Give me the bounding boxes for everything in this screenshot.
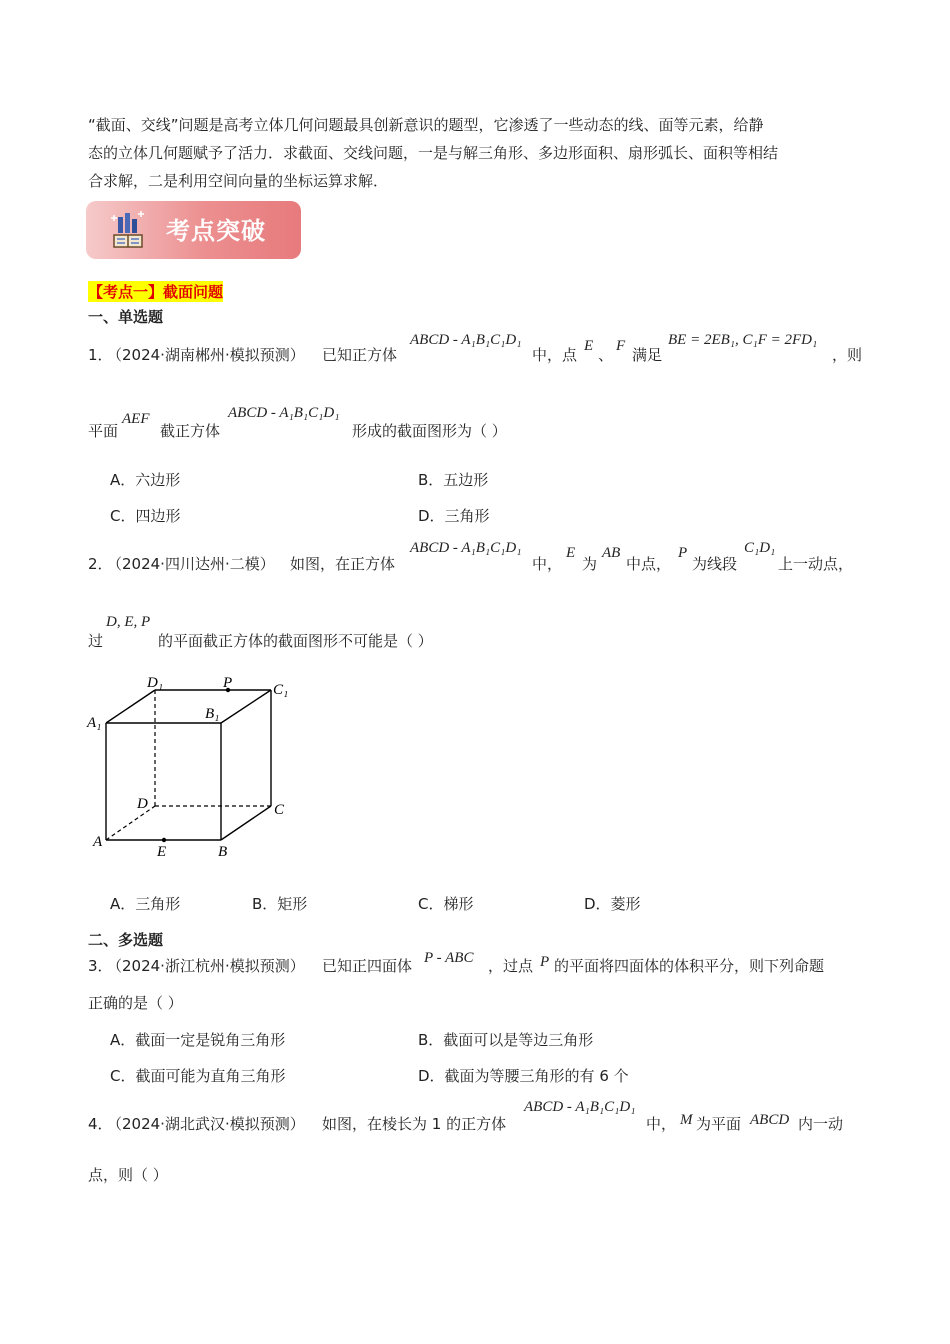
q1-text-2: 中，点 xyxy=(532,346,578,364)
q2-option-a[interactable]: A．三角形 xyxy=(110,895,181,913)
q2-point-e: E xyxy=(566,545,576,561)
q1-text-5: 平面 xyxy=(88,422,119,440)
edge-b1c1 xyxy=(221,690,271,723)
label-b1: B₁ xyxy=(205,706,220,722)
edge-d1a1 xyxy=(106,690,155,723)
q2-text-3: 为 xyxy=(582,555,598,573)
q3-option-b[interactable]: B．截面可以是等边三角形 xyxy=(418,1031,594,1049)
q2-points: D, E, P xyxy=(106,614,151,630)
q1-text-7: 形成的截面图形为（ ） xyxy=(352,422,507,440)
q3-option-a[interactable]: A．截面一定是锐角三角形 xyxy=(110,1031,286,1049)
section-multi-choice-title: 二、多选题 xyxy=(88,931,164,949)
q2-text-1: 如图，在正方体 xyxy=(290,555,396,573)
label-d: D xyxy=(137,796,148,812)
point-e-dot xyxy=(162,838,166,842)
q4-text-4: 内一动 xyxy=(798,1115,844,1133)
q2-number: 2． xyxy=(88,555,113,573)
q2-source: （2024·四川达州·二模） xyxy=(107,555,275,573)
label-p: P xyxy=(223,675,233,691)
q2-option-d[interactable]: D．菱形 xyxy=(584,895,641,913)
q4-text-3: 为平面 xyxy=(696,1115,742,1133)
edge-bc xyxy=(221,806,271,840)
book-icon xyxy=(108,209,148,251)
label-c1: C₁ xyxy=(273,682,289,698)
q4-text-5: 点，则（ ） xyxy=(88,1166,168,1184)
label-a: A xyxy=(93,834,103,850)
cube-figure xyxy=(85,670,305,865)
q2-cube: ABCD - A₁B₁C₁D₁ xyxy=(410,540,522,556)
q2-text-8: 的平面截正方体的截面图形不可能是（ ） xyxy=(158,632,433,650)
label-d1: D₁ xyxy=(147,675,164,691)
q1-option-c[interactable]: C．四边形 xyxy=(110,507,181,525)
q4-cube: ABCD - A₁B₁C₁D₁ xyxy=(524,1099,636,1115)
q4-source: （2024·湖北武汉·模拟预测） xyxy=(107,1115,305,1133)
q4-text-2: 中， xyxy=(646,1115,677,1133)
q1-condition: BE = 2EB₁, C₁F = 2FD₁ xyxy=(668,332,818,348)
q2-text-5: 为线段 xyxy=(692,555,738,573)
q1-text-4: ，则 xyxy=(832,346,863,364)
label-a1: A₁ xyxy=(87,715,102,731)
q1-text-1: 已知正方体 xyxy=(322,346,398,364)
section-banner xyxy=(86,201,301,259)
intro-line-3: 合求解，二是利用空间向量的坐标运算求解． xyxy=(88,172,389,190)
banner-title: 考点突破 xyxy=(166,217,266,245)
q3-text-4: 正确的是（ ） xyxy=(88,994,183,1012)
label-b: B xyxy=(218,844,228,860)
q3-option-d[interactable]: D．截面为等腰三角形的有 6 个 xyxy=(418,1067,629,1085)
q4-number: 4． xyxy=(88,1115,113,1133)
q1-plane: AEF xyxy=(122,411,150,427)
q1-cube-2: ABCD - A₁B₁C₁D₁ xyxy=(228,405,340,421)
q3-source: （2024·浙江杭州·模拟预测） xyxy=(107,957,305,975)
intro-line-2: 态的立体几何题赋予了活力．求截面、交线问题，一是与解三角形、多边形面积、扇形弧长、面积等相结 xyxy=(88,144,779,162)
section-single-choice-title: 一、单选题 xyxy=(88,308,164,326)
q3-text-2: ，过点 xyxy=(488,957,534,975)
q2-option-c[interactable]: C．梯形 xyxy=(418,895,474,913)
q4-text-1: 如图，在棱长为 1 的正方体 xyxy=(322,1115,507,1133)
topic-label: 【考点一】截面问题 xyxy=(88,283,224,301)
q4-plane: ABCD xyxy=(750,1112,790,1128)
q2-text-4: 中点， xyxy=(626,555,672,573)
intro-line-1: “截面、交线”问题是高考立体几何问题最具创新意识的题型，它渗透了一些动态的线、面等元素，给静 xyxy=(88,116,764,134)
q1-sep: 、 xyxy=(598,346,614,364)
q1-text-6: 截正方体 xyxy=(160,422,221,440)
q2-text-6: 上一动点， xyxy=(778,555,854,573)
label-e: E xyxy=(157,844,167,860)
q1-cube: ABCD - A₁B₁C₁D₁ xyxy=(410,332,522,348)
q3-text-1: 已知正四面体 xyxy=(322,957,413,975)
q1-option-b[interactable]: B．五边形 xyxy=(418,471,489,489)
q1-point-e: E xyxy=(584,338,594,354)
q2-text-2: 中， xyxy=(532,555,563,573)
q2-text-7: 过 xyxy=(88,632,104,650)
q1-point-f: F xyxy=(616,338,626,354)
q1-text-3: 满足 xyxy=(632,346,663,364)
q1-option-a[interactable]: A．六边形 xyxy=(110,471,181,489)
q1-option-d[interactable]: D．三角形 xyxy=(418,507,490,525)
q2-option-b[interactable]: B．矩形 xyxy=(252,895,308,913)
label-c: C xyxy=(274,802,285,818)
q1-number: 1． xyxy=(88,346,113,364)
q3-number: 3． xyxy=(88,957,113,975)
q3-option-c[interactable]: C．截面可能为直角三角形 xyxy=(110,1067,286,1085)
intro-paragraph xyxy=(88,111,868,195)
q3-point-p: P xyxy=(540,954,550,970)
q3-text-3: 的平面将四面体的体积平分，则下列命题 xyxy=(554,957,825,975)
q2-segment-ab: AB xyxy=(602,545,621,561)
q1-source: （2024·湖南郴州·模拟预测） xyxy=(107,346,305,364)
q3-tetrahedron: P - ABC xyxy=(424,950,474,966)
q2-segment-c1d1: C₁D₁ xyxy=(744,540,776,556)
q4-point-m: M xyxy=(680,1112,693,1128)
q2-point-p: P xyxy=(678,545,688,561)
